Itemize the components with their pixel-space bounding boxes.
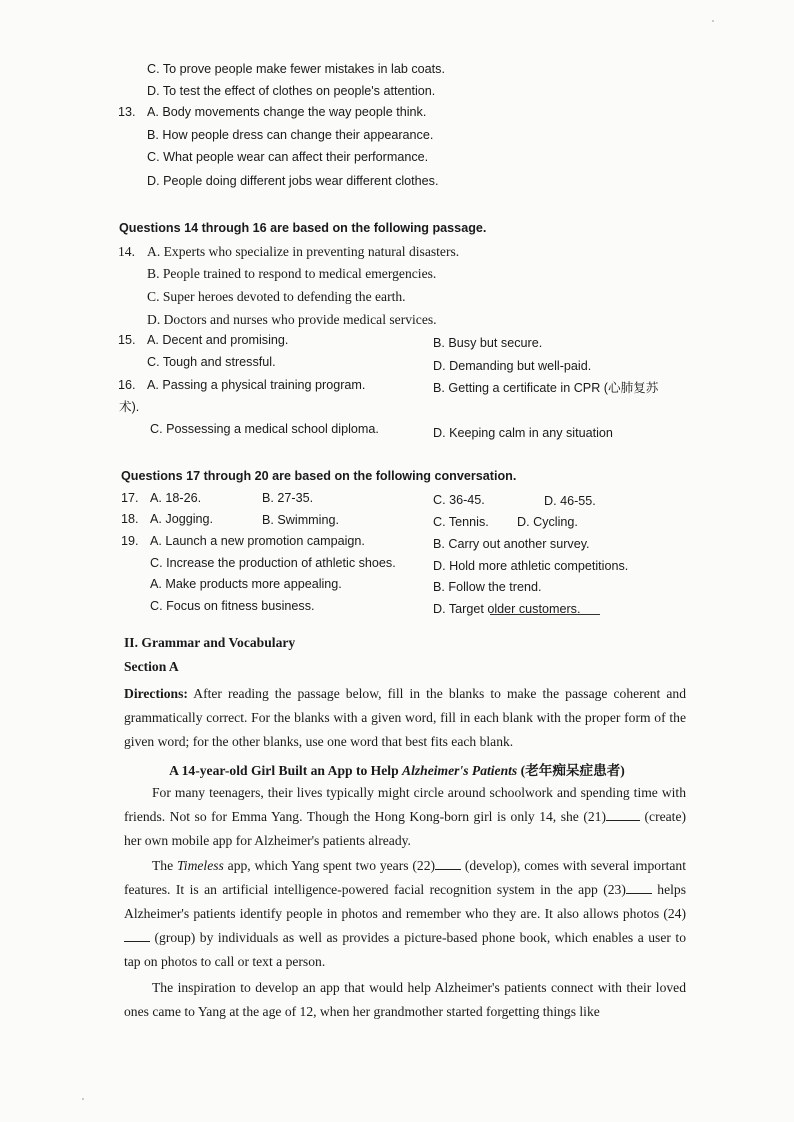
passage-paragraph-2 <box>124 854 686 974</box>
paragraph-2-text-d: helps Alzheimer's patients identify people in photos and remember who they are. It also allows photos (24) <box>124 882 687 921</box>
paragraph-3-text: The inspiration to develop an app that would help Alzheimer's patients connect with their loved ones came to Yang at the age of 12, when her grandmother started forgetting things like <box>124 980 686 1019</box>
paragraph-1-text-a: For many teenagers, their lives typically might circle around schoolwork and spending time with friends. Not so for Emma Yang. Though the Hong Kong-born girl is only 14, she (21) <box>124 785 686 824</box>
q17-option-a: A. 18-26. <box>150 491 202 505</box>
q15-option-d: D. Demanding but well-paid. <box>433 359 592 373</box>
q17-number: 17. <box>121 491 139 505</box>
q13-option-a: A. Body movements change the way people think. <box>147 105 427 119</box>
q16-option-d: D. Keeping calm in any situation <box>433 426 613 440</box>
paragraph-2-text-a: The <box>152 858 177 873</box>
q18-option-d: D. Cycling. <box>517 515 578 529</box>
q12-option-d: D. To test the effect of clothes on people's attention. <box>147 84 436 98</box>
q16-option-b: B. Getting a certificate in CPR (心肺复苏 <box>433 381 659 395</box>
q13-number: 13. <box>118 105 136 119</box>
q18-option-a: A. Jogging. <box>150 512 214 526</box>
blank-21[interactable] <box>606 810 640 821</box>
q15-option-a: A. Decent and promising. <box>147 333 289 347</box>
passage-paragraph-1 <box>124 781 686 853</box>
pen-underline-mark <box>490 614 600 615</box>
q19-option-c: C. Increase the production of athletic shoes. <box>150 556 396 570</box>
passage-title-gloss: (老年痴呆症患者) <box>517 763 625 778</box>
q15-option-b: B. Busy but secure. <box>433 336 543 350</box>
q12-option-c: C. To prove people make fewer mistakes in lab coats. <box>147 62 445 76</box>
q19-option-b: B. Carry out another survey. <box>433 537 590 551</box>
q15-number: 15. <box>118 333 136 347</box>
q20-option-b: B. Follow the trend. <box>433 580 542 594</box>
q14-option-d: D. Doctors and nurses who provide medical services. <box>147 312 437 327</box>
paragraph-2-text-c: (develop), comes with several important features. It is an artificial intelligence-powered facial recognition system in the app (23) <box>124 858 687 897</box>
q20-option-d: D. Target older customers. <box>433 602 581 616</box>
q14-option-c: C. Super heroes devoted to defending the earth. <box>147 289 406 304</box>
q20-option-a: A. Make products more appealing. <box>150 577 342 591</box>
q18-option-c: C. Tennis. <box>433 515 489 529</box>
q15-option-c: C. Tough and stressful. <box>147 355 276 369</box>
directions-label: Directions: <box>124 686 188 701</box>
q14-option-a: A. Experts who specialize in preventing natural disasters. <box>147 244 460 259</box>
paragraph-1-text-b: (create) her own mobile app for Alzheimer's patients already. <box>124 809 687 848</box>
questions-14-16-header: Questions 14 through 16 are based on the following passage. <box>119 221 487 235</box>
blank-23[interactable] <box>626 883 652 894</box>
directions-text: After reading the passage below, fill in the blanks to make the passage coherent and grammatically correct. For the blanks with a given word, fill in each blank with the proper form of the given word; for the other blanks, use one word that best fits each blank. <box>124 686 686 749</box>
q19-number: 19. <box>121 534 139 548</box>
q17-option-c: C. 36-45. <box>433 493 485 507</box>
q19-option-d: D. Hold more athletic competitions. <box>433 559 629 573</box>
passage-title-main: A 14-year-old Girl Built an App to Help <box>169 763 403 778</box>
q18-number: 18. <box>121 512 139 526</box>
q16-option-c: C. Possessing a medical school diploma. <box>150 422 379 436</box>
q14-option-b: B. People trained to respond to medical emergencies. <box>147 266 437 281</box>
passage-title-emphasis: Alzheimer's Patients <box>402 763 518 778</box>
q19-option-a: A. Launch a new promotion campaign. <box>150 534 365 548</box>
app-name: Timeless <box>177 858 224 873</box>
q16-option-b-continued: 术). <box>119 400 140 414</box>
passage-title <box>0 759 794 779</box>
paragraph-2-text-e: (group) by individuals as well as provides a picture-based phone book, which enables a user to tap on photos to call or text a person. <box>124 930 686 969</box>
q17-option-d: D. 46-55. <box>544 494 596 508</box>
blank-24[interactable] <box>124 931 150 942</box>
q16-number: 16. <box>118 378 136 392</box>
scan-speck <box>712 20 714 22</box>
q17-option-b: B. 27-35. <box>262 491 314 505</box>
q13-option-b: B. How people dress can change their appearance. <box>147 128 434 142</box>
q13-option-d: D. People doing different jobs wear different clothes. <box>147 174 439 188</box>
passage-paragraph-3 <box>124 976 686 1024</box>
section-a-label: Section A <box>124 659 179 674</box>
questions-17-20-header: Questions 17 through 20 are based on the following conversation. <box>121 469 517 483</box>
q20-option-c: C. Focus on fitness business. <box>150 599 315 613</box>
section-heading: II. Grammar and Vocabulary <box>124 635 296 650</box>
q13-option-c: C. What people wear can affect their performance. <box>147 150 429 164</box>
blank-22[interactable] <box>435 859 461 870</box>
scan-speck <box>82 1098 84 1100</box>
q18-option-b: B. Swimming. <box>262 513 339 527</box>
q16-option-a: A. Passing a physical training program. <box>147 378 366 392</box>
q14-number: 14. <box>118 244 135 259</box>
paragraph-2-text-b: app, which Yang spent two years (22) <box>223 858 436 873</box>
directions-paragraph <box>124 682 686 754</box>
